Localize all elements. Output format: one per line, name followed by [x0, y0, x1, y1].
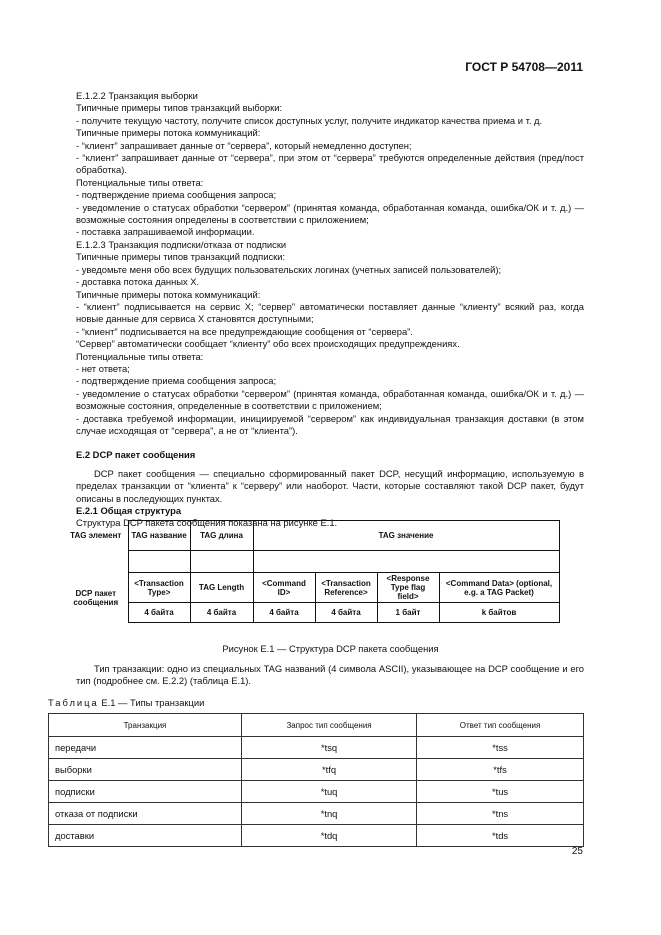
- body-line: - поставка запрашиваемой информации.: [76, 226, 255, 238]
- body-line: - “клиент” запрашивает данные от “сервера”, который немедленно доступен;: [76, 139, 412, 151]
- body-line: - подтверждение приема сообщения запроса;: [76, 375, 277, 387]
- col-header-response: Ответ тип сообщения: [417, 714, 584, 737]
- subsection-title: Е.2.1 Общая структура: [76, 505, 182, 516]
- body-lines: [76, 90, 584, 437]
- cell-response: *tds: [417, 825, 584, 847]
- table-row: [49, 737, 584, 759]
- figure-caption: Рисунок Е.1 — Структура DCP пакета сообщения: [222, 643, 439, 654]
- cell-response: *tus: [417, 781, 584, 803]
- body-text: [76, 90, 584, 530]
- field-command-data: <Command Data> (optional, e.g. a TAG Packet): [439, 573, 559, 603]
- size-response-type: 1 байт: [377, 603, 439, 623]
- body-line: - доставка потока данных X.: [76, 276, 200, 288]
- body-line: Е.1.2.3 Транзакция подписки/отказа от подписки: [76, 238, 287, 250]
- cell-transaction: подписки: [49, 781, 242, 803]
- field-response-type: <Response Type flag field>: [377, 573, 439, 603]
- cell-request: *tfq: [242, 759, 417, 781]
- section-paragraph: DCP пакет сообщения — специально сформированный пакет DCP, несущий информацию, используемую в пределах транзакции от “клиента” к “серверу” или наоборот. Части, которые составляют такой DCP пакет, будут описаны в последующих пунктах.: [76, 467, 584, 504]
- body-line: - уведомление о статусах обработки “сервером” (принятая команда, обработанная команда, ошибка/ОК и т. д.) — возможные состояния, определенные в соответствии с приложением;: [76, 387, 584, 412]
- cell-request: *tdq: [242, 825, 417, 847]
- size-transaction-type: 4 байта: [128, 603, 190, 623]
- cell-response: *tss: [417, 737, 584, 759]
- transaction-type-text: Тип транзакции: одно из специальных TAG названий (4 символа ASCII), указывающее на DCP сообщение и его тип (подробнее см. Е.2.2) (таблица Е.1).: [76, 663, 584, 687]
- cell-response: *tns: [417, 803, 584, 825]
- cell-response: *tfs: [417, 759, 584, 781]
- cell-transaction: выборки: [49, 759, 242, 781]
- body-line: - “клиент” подписывается на сервис X; “сервер” автоматически поставляет данные “клиенту” всякий раз, когда новые данные для сервиса X становятся доступными;: [76, 300, 584, 325]
- body-line: - получите текущую частоту, получите список доступных услуг, получите индикатор качества приема и т. д.: [76, 114, 543, 126]
- field-command-id: <Command ID>: [253, 573, 315, 603]
- body-line: - “клиент” подписывается на все предупреждающие сообщения от “сервера”.: [76, 325, 413, 337]
- tag-value-cell: TAG значение: [253, 521, 559, 551]
- body-line: - доставка требуемой информации, инициируемой “сервером” как индивидуальная транзакция доставки (в этом случае исходящая от “сервера”, а не от “клиента”).: [76, 412, 584, 436]
- field-tag-length: TAG Length: [190, 573, 253, 603]
- body-line: - нет ответа;: [76, 362, 130, 374]
- cell-transaction: доставки: [49, 825, 242, 847]
- body-line: Е.1.2.2 Транзакция выборки: [76, 90, 198, 101]
- page-number: 25: [571, 846, 583, 857]
- figure-structure: [64, 520, 559, 623]
- body-line: Типичные примеры типов транзакций подписки:: [76, 251, 286, 263]
- body-line: - подтверждение приема сообщения запроса;: [76, 189, 277, 201]
- cell-request: *tsq: [242, 737, 417, 759]
- body-line: - уведомление о статусах обработки “сервером” (принятая команда, обработанная команда, ошибка/ОК и т. д.) — возможные состояния определены в соответствии с приложением;: [76, 201, 584, 226]
- table-row: [49, 825, 584, 847]
- transaction-types-table: [48, 713, 584, 847]
- body-line: Типичные примеры потока коммуникаций:: [76, 127, 261, 139]
- size-tag-length: 4 байта: [190, 603, 253, 623]
- size-command-id: 4 байта: [253, 603, 315, 623]
- body-line: - “клиент” запрашивает данные от “сервера”, при этом от “сервера” требуются определенные действия (пред/пост обработка).: [76, 152, 584, 176]
- col-header-transaction: Транзакция: [49, 714, 242, 737]
- table-row: [49, 781, 584, 803]
- body-line: “Сервер” автоматически сообщает “клиенту” обо всех происходящих предупреждениях.: [76, 338, 460, 350]
- subsection-text: Структура DCP пакета сообщения показана на рисунке Е.1.: [76, 517, 338, 529]
- size-transaction-reference: 4 байта: [315, 603, 377, 623]
- table-row: [49, 759, 584, 781]
- row-label-dcp-packet: DCP пакет сообщения: [73, 588, 119, 607]
- table-caption: [48, 697, 204, 708]
- body-line: - уведомьте меня обо всех будущих пользовательских логинах (учетных записей пользователей);: [76, 263, 502, 275]
- body-line: Потенциальные типы ответа:: [76, 350, 204, 362]
- cell-request: *tuq: [242, 781, 417, 803]
- section-title: Е.2 DCP пакет сообщения: [76, 449, 196, 461]
- cell-transaction: отказа от подписки: [49, 803, 242, 825]
- tag-length-cell: TAG длина: [190, 521, 253, 551]
- field-transaction-reference: <Transaction Reference>: [315, 573, 377, 603]
- col-header-request: Запрос тип сообщения: [242, 714, 417, 737]
- table-row: [49, 803, 584, 825]
- body-line: Типичные примеры потока коммуникаций:: [76, 288, 261, 300]
- cell-transaction: передачи: [49, 737, 242, 759]
- size-command-data: k байтов: [439, 603, 559, 623]
- document-header: ГОСТ Р 54708—2011: [465, 60, 583, 74]
- body-line: Потенциальные типы ответа:: [76, 176, 204, 188]
- row-label-tag-element: TAG элемент: [70, 531, 122, 540]
- body-line: Типичные примеры типов транзакций выборки:: [76, 102, 283, 114]
- table-caption-text: Е.1 — Типы транзакции: [98, 697, 205, 708]
- cell-request: *tnq: [242, 803, 417, 825]
- field-transaction-type: <Transaction Type>: [128, 573, 190, 603]
- table-caption-prefix: Таблица: [48, 697, 99, 708]
- tag-name-cell: TAG название: [128, 521, 190, 551]
